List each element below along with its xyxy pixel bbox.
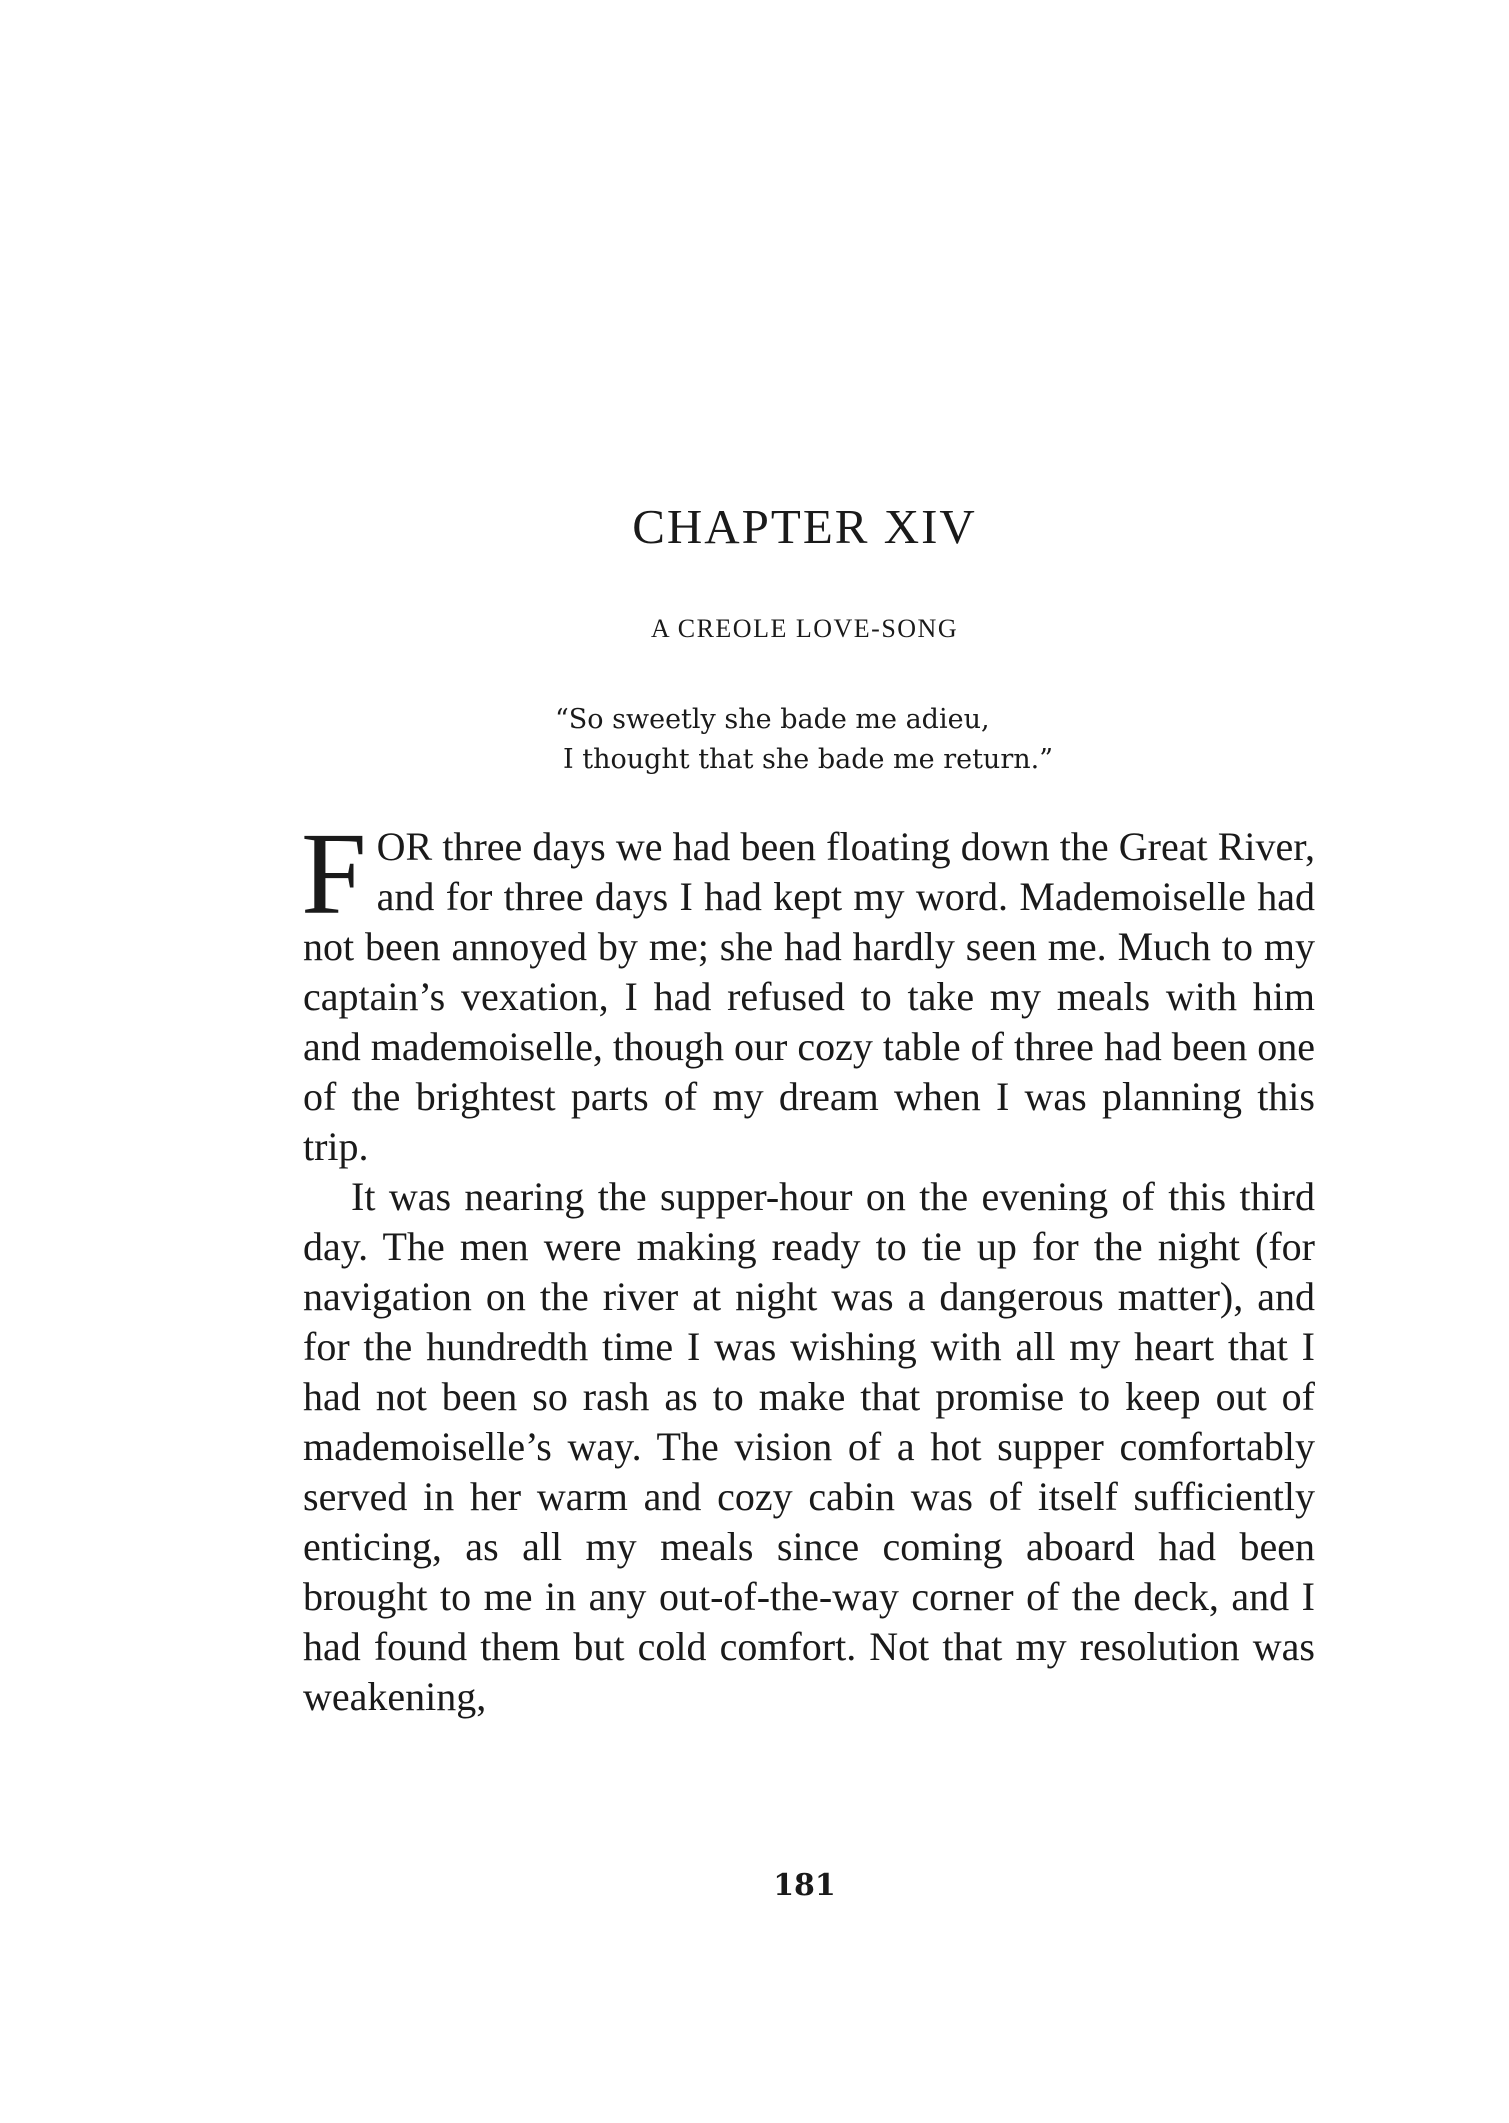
epigraph-line-1: “So sweetly she bade me adieu, <box>555 704 990 735</box>
paragraph-2: It was nearing the supper-hour on the evening of this third day. The men were making ready to tie up for the night (for navigation on the river at night was a dangerous matter), and for the hundredth time I was wishing with all my heart that I had not been so rash as to make that promise to keep out of mademoiselle’s way. The vision of a hot supper comfortably served in her warm and cozy cabin was of itself sufficiently enticing, as all my meals since coming aboard had been brought to me in any out-of-the-way corner of the deck, and I had found them but cold comfort. Not that my resolution was weakening, <box>303 1174 1315 1719</box>
paragraph-1-text: OR three days we had been floating down the Great River, and for three days I had kept my word. Mademoiselle had not been annoyed by me; she had hardly seen me. Much to my captain’s vexation, I had refused to take my meals with him and mademoiselle, though our cozy table of three had been one of the brightest parts of my dream when I was planning this trip. <box>303 824 1315 1169</box>
page-number: 181 <box>773 1868 836 1903</box>
body-text <box>301 808 1315 1722</box>
chapter-subtitle: A CREOLE LOVE-SONG <box>650 614 959 643</box>
epigraph <box>555 700 1053 780</box>
paragraph-1 <box>301 808 1315 1172</box>
epigraph-line-2: I thought that she bade me return.” <box>563 744 1054 775</box>
chapter-title: CHAPTER XIV <box>632 499 977 554</box>
drop-cap: F <box>301 808 367 939</box>
